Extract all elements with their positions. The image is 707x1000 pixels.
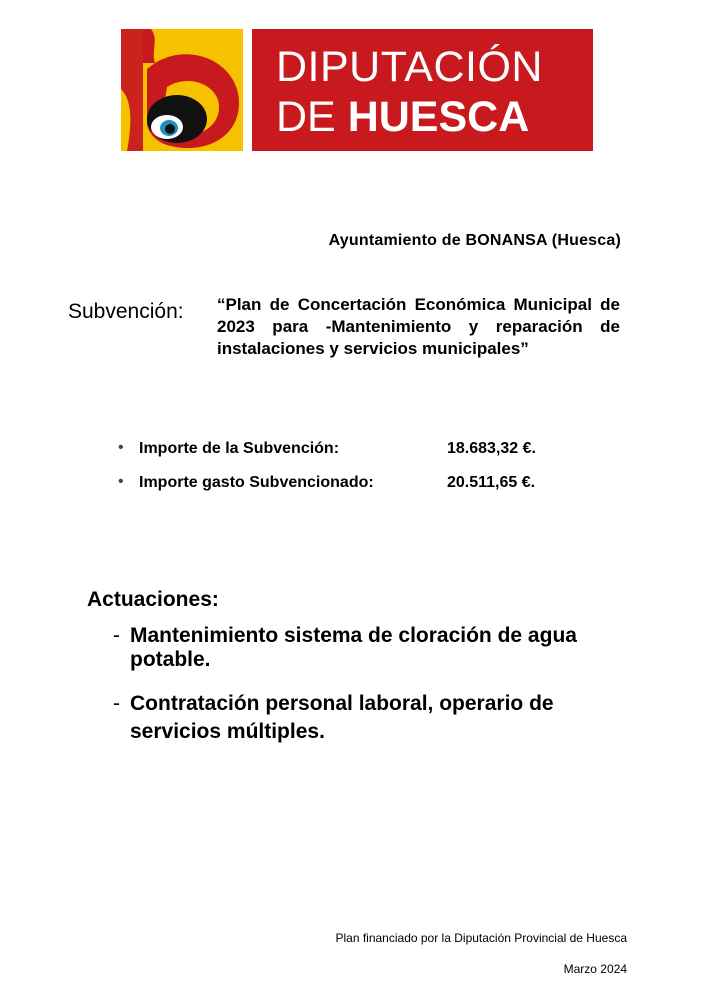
actuacion-item bbox=[113, 624, 613, 672]
amount-label: Importe gasto Subvencionado: bbox=[139, 474, 374, 491]
actuaciones-heading: Actuaciones: bbox=[87, 588, 219, 611]
bullet-icon: • bbox=[118, 439, 124, 456]
dash-marker: - bbox=[113, 624, 120, 647]
amount-value: 18.683,32 €. bbox=[447, 440, 536, 457]
subvencion-title: “Plan de Concertación Económica Municipal de 2023 para -Mantenimiento y reparación de instalaciones y servicios municipales” bbox=[217, 295, 620, 358]
logo-line-2-prefix: DE bbox=[276, 93, 348, 141]
logo-emblem-icon bbox=[121, 29, 243, 151]
footer-date: Marzo 2024 bbox=[563, 962, 627, 976]
logo-line-2 bbox=[276, 93, 529, 142]
logo-text-block bbox=[252, 29, 593, 151]
footer-financing-note: Plan financiado por la Diputación Provincial de Huesca bbox=[335, 931, 627, 945]
logo-line-1: DIPUTACIÓN bbox=[276, 43, 543, 91]
logo-line-2-bold: HUESCA bbox=[347, 93, 530, 141]
amount-value: 20.511,65 €. bbox=[447, 474, 536, 491]
actuaciones-list bbox=[113, 624, 613, 764]
municipality-title: Ayuntamiento de BONANSA (Huesca) bbox=[328, 232, 621, 249]
actuacion-text: Mantenimiento sistema de cloración de agua potable. bbox=[130, 624, 577, 671]
dash-marker: - bbox=[113, 692, 120, 715]
diputacion-huesca-logo bbox=[121, 29, 593, 151]
bullet-icon: • bbox=[118, 473, 124, 490]
amount-row-subvencion bbox=[118, 438, 578, 472]
subvencion-label: Subvención: bbox=[68, 300, 184, 323]
amount-row-gasto bbox=[118, 472, 578, 506]
amount-label: Importe de la Subvención: bbox=[139, 440, 340, 457]
actuacion-item bbox=[113, 690, 613, 746]
amounts-list bbox=[118, 438, 578, 506]
actuacion-text: Contratación personal laboral, operario de servicios múltiples. bbox=[130, 692, 554, 743]
